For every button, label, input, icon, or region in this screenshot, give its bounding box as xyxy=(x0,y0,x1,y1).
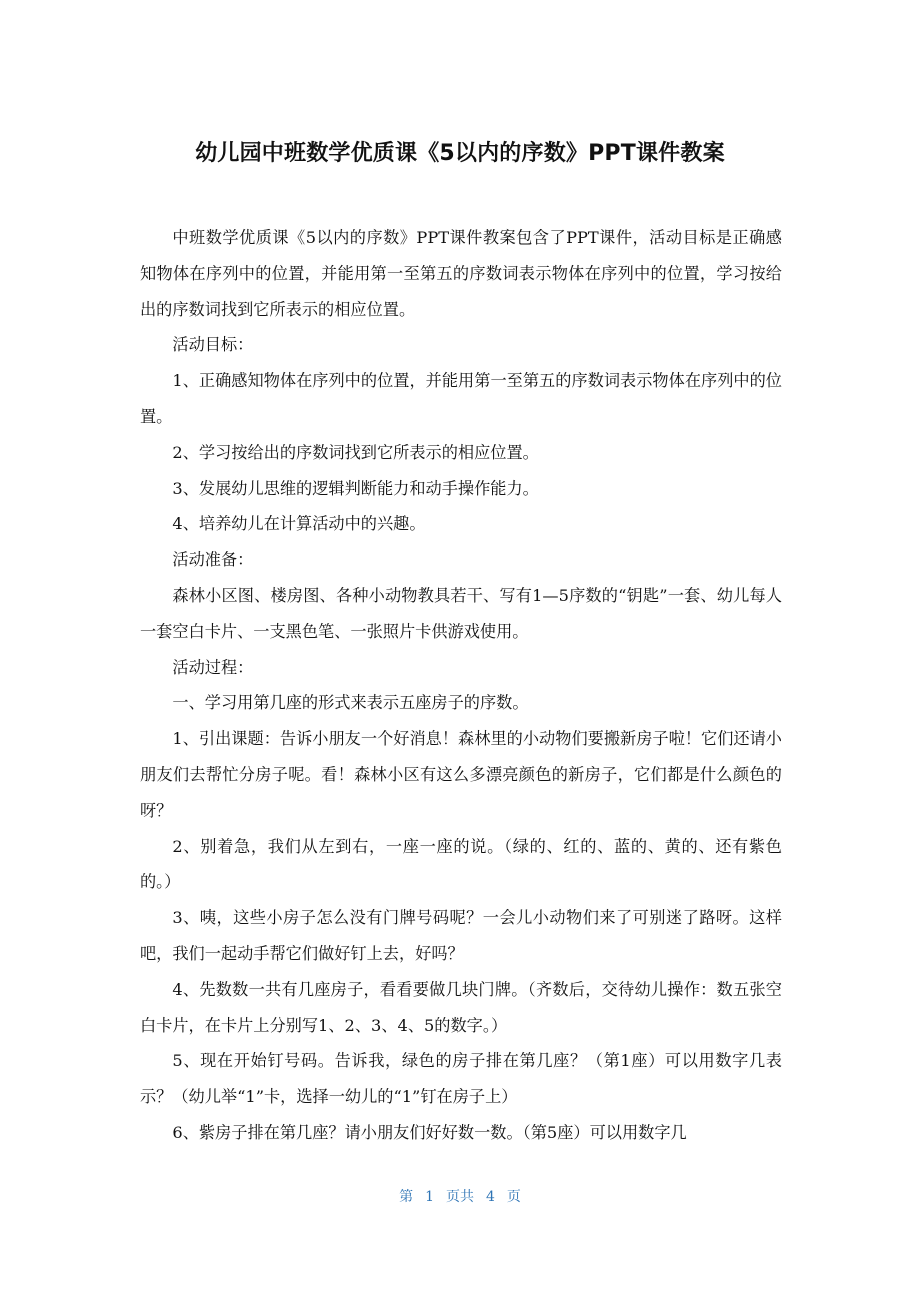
document-title: 幼儿园中班数学优质课《5以内的序数》PPT课件教案 xyxy=(195,141,725,166)
footer-total-pages: 4 xyxy=(486,1189,495,1205)
section-heading-process: 活动过程： xyxy=(172,657,254,677)
goal-item: 3、发展幼儿思维的逻辑判断能力和动手操作能力。 xyxy=(172,478,539,498)
process-step: 5、现在开始钉号码。告诉我，绿色的房子排在第几座？（第1座）可以用数字几表示？（幼儿举“1”卡，选择一幼儿的“1”钉在房子上） xyxy=(140,1051,782,1107)
process-step: 1、引出课题：告诉小朋友一个好消息！森林里的小动物们要搬新房子啦！它们还请小朋友们去帮忙分房子呢。看！森林小区有这么多漂亮颜色的新房子，它们都是什么颜色的呀？ xyxy=(140,729,782,820)
footer-page-number: 1 xyxy=(425,1189,434,1205)
section-heading-goals: 活动目标： xyxy=(172,335,254,355)
process-step-heading: 一、学习用第几座的形式来表示五座房子的序数。 xyxy=(172,693,529,713)
page-footer xyxy=(0,1186,920,1208)
process-step: 3、咦，这些小房子怎么没有门牌号码呢？一会儿小动物们来了可别迷了路呀。这样吧，我们一起动手帮它们做好钉上去，好吗？ xyxy=(140,908,782,963)
preparation-paragraph: 森林小区图、楼房图、各种小动物教具若干、写有1—5序数的“钥匙”一套、幼儿每人一套空白卡片、一支黑色笔、一张照片卡供游戏使用。 xyxy=(140,585,782,641)
footer-page-suffix: 页 xyxy=(506,1189,521,1205)
goal-item: 2、学习按给出的序数词找到它所表示的相应位置。 xyxy=(172,442,539,462)
goal-item: 1、正确感知物体在序列中的位置，并能用第一至第五的序数词表示物体在序列中的位置。 xyxy=(140,371,782,426)
document-body xyxy=(140,220,782,1151)
process-step: 4、先数数一共有几座房子，看看要做几块门牌。（齐数后，交待幼儿操作：数五张空白卡片，在卡片上分别写1、2、3、4、5的数字。） xyxy=(140,979,782,1035)
footer-page-label: 第 xyxy=(399,1189,414,1205)
intro-paragraph: 中班数学优质课《5以内的序数》PPT课件教案包含了PPT课件，活动目标是正确感知物体在序列中的位置，并能用第一至第五的序数词表示物体在序列中的位置，学习按给出的序数词找到它所表示的相应位置。 xyxy=(140,228,782,319)
goal-item: 4、培养幼儿在计算活动中的兴趣。 xyxy=(172,514,426,534)
process-step: 2、别着急，我们从左到右，一座一座的说。（绿的、红的、蓝的、黄的、还有紫色的。） xyxy=(140,836,782,892)
process-step: 6、紫房子排在第几座？请小朋友们好好数一数。（第5座）可以用数字几 xyxy=(172,1122,687,1142)
footer-page-of: 页共 xyxy=(446,1189,474,1205)
section-heading-preparation: 活动准备： xyxy=(172,550,254,570)
